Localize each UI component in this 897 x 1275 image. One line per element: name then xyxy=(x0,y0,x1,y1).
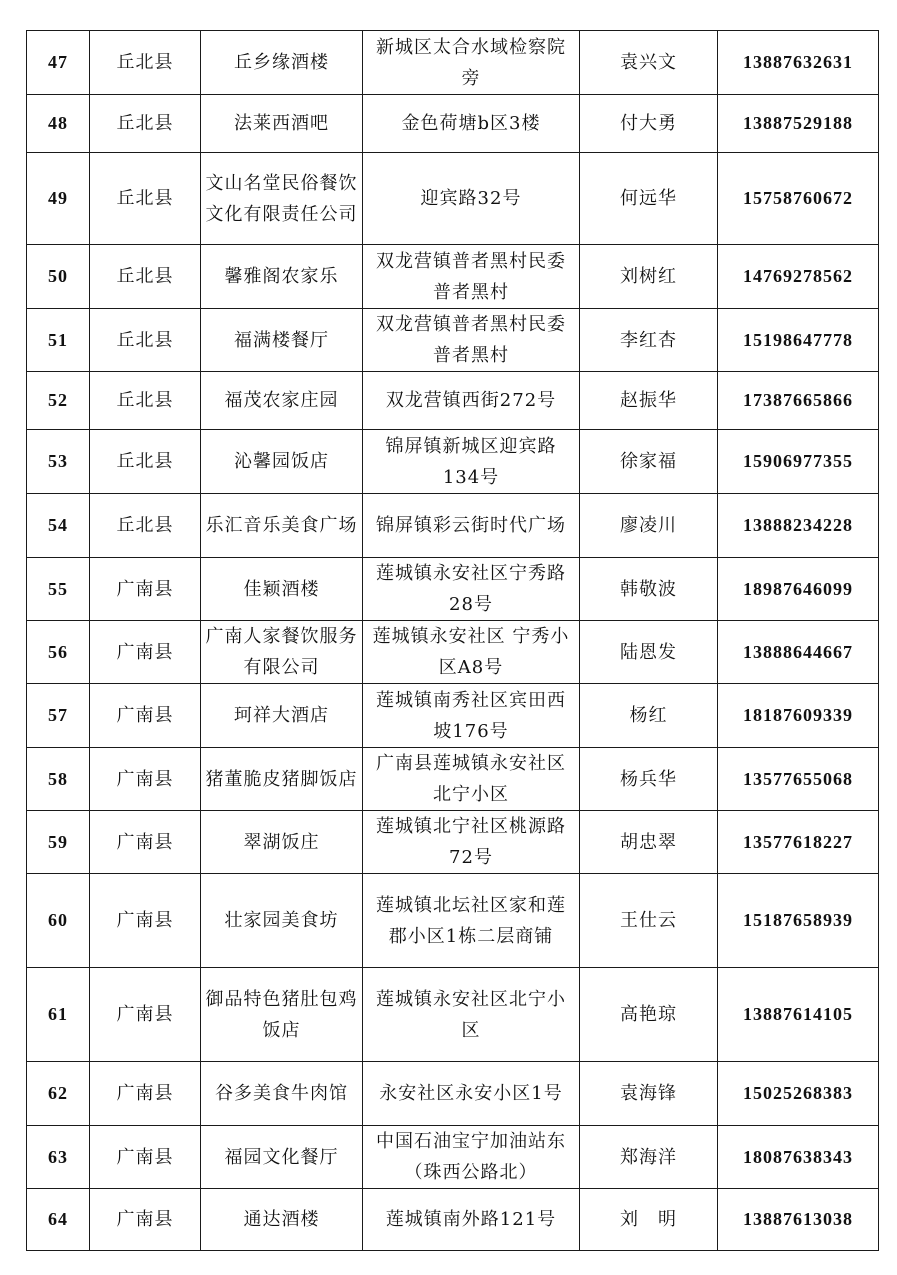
table-row xyxy=(27,811,879,874)
phone-cell: 18987646099 xyxy=(718,558,879,621)
table-row xyxy=(27,153,879,245)
county-cell: 广南县 xyxy=(90,874,201,968)
row-number: 57 xyxy=(27,684,90,748)
county-cell: 广南县 xyxy=(90,1062,201,1126)
restaurant-name-cell: 御品特色猪肚包鸡饭店 xyxy=(201,968,363,1062)
row-number: 48 xyxy=(27,95,90,153)
row-number: 60 xyxy=(27,874,90,968)
row-number: 56 xyxy=(27,621,90,684)
address-cell: 锦屏镇彩云街时代广场 xyxy=(363,494,580,558)
row-number: 49 xyxy=(27,153,90,245)
table-row xyxy=(27,748,879,811)
address-cell: 迎宾路32号 xyxy=(363,153,580,245)
restaurant-name-cell: 福满楼餐厅 xyxy=(201,309,363,372)
address-cell: 广南县莲城镇永安社区北宁小区 xyxy=(363,748,580,811)
row-number: 50 xyxy=(27,245,90,309)
row-number: 62 xyxy=(27,1062,90,1126)
restaurant-roster-table xyxy=(26,30,879,1251)
table-row xyxy=(27,558,879,621)
contact-person-cell: 袁兴文 xyxy=(580,31,718,95)
county-cell: 丘北县 xyxy=(90,309,201,372)
restaurant-name-cell: 文山名堂民俗餐饮文化有限责任公司 xyxy=(201,153,363,245)
county-cell: 广南县 xyxy=(90,811,201,874)
restaurant-name-cell: 福茂农家庄园 xyxy=(201,372,363,430)
address-cell: 莲城镇永安社区北宁小区 xyxy=(363,968,580,1062)
table-row xyxy=(27,372,879,430)
table-row xyxy=(27,1062,879,1126)
county-cell: 丘北县 xyxy=(90,245,201,309)
row-number: 63 xyxy=(27,1126,90,1189)
phone-cell: 14769278562 xyxy=(718,245,879,309)
phone-cell: 15198647778 xyxy=(718,309,879,372)
restaurant-name-cell: 翠湖饭庄 xyxy=(201,811,363,874)
row-number: 61 xyxy=(27,968,90,1062)
phone-cell: 13888234228 xyxy=(718,494,879,558)
row-number: 64 xyxy=(27,1189,90,1251)
county-cell: 广南县 xyxy=(90,558,201,621)
address-cell: 双龙营镇普者黑村民委普者黑村 xyxy=(363,245,580,309)
address-cell: 莲城镇南秀社区宾田西坡176号 xyxy=(363,684,580,748)
county-cell: 广南县 xyxy=(90,748,201,811)
phone-cell: 18187609339 xyxy=(718,684,879,748)
county-cell: 广南县 xyxy=(90,621,201,684)
table-row xyxy=(27,430,879,494)
restaurant-name-cell: 佳颖酒楼 xyxy=(201,558,363,621)
phone-cell: 13887613038 xyxy=(718,1189,879,1251)
table-row xyxy=(27,1189,879,1251)
document-page xyxy=(26,30,878,1251)
table-row xyxy=(27,494,879,558)
address-cell: 新城区太合水域检察院旁 xyxy=(363,31,580,95)
row-number: 47 xyxy=(27,31,90,95)
row-number: 59 xyxy=(27,811,90,874)
contact-person-cell: 杨兵华 xyxy=(580,748,718,811)
county-cell: 丘北县 xyxy=(90,430,201,494)
address-cell: 莲城镇永安社区 宁秀小区A8号 xyxy=(363,621,580,684)
restaurant-name-cell: 乐汇音乐美食广场 xyxy=(201,494,363,558)
address-cell: 永安社区永安小区1号 xyxy=(363,1062,580,1126)
county-cell: 广南县 xyxy=(90,968,201,1062)
contact-person-cell: 徐家福 xyxy=(580,430,718,494)
county-cell: 丘北县 xyxy=(90,31,201,95)
table-row xyxy=(27,684,879,748)
phone-cell: 13577655068 xyxy=(718,748,879,811)
phone-cell: 15758760672 xyxy=(718,153,879,245)
phone-cell: 13887614105 xyxy=(718,968,879,1062)
roster-body xyxy=(27,31,879,1251)
contact-person-cell: 何远华 xyxy=(580,153,718,245)
table-row xyxy=(27,31,879,95)
contact-person-cell: 高艳琼 xyxy=(580,968,718,1062)
restaurant-name-cell: 馨雅阁农家乐 xyxy=(201,245,363,309)
contact-person-cell: 杨红 xyxy=(580,684,718,748)
contact-person-cell: 陆恩发 xyxy=(580,621,718,684)
contact-person-cell: 廖凌川 xyxy=(580,494,718,558)
phone-cell: 13887529188 xyxy=(718,95,879,153)
contact-person-cell: 刘树红 xyxy=(580,245,718,309)
contact-person-cell: 付大勇 xyxy=(580,95,718,153)
table-row xyxy=(27,1126,879,1189)
table-row xyxy=(27,309,879,372)
address-cell: 中国石油宝宁加油站东（珠西公路北） xyxy=(363,1126,580,1189)
table-row xyxy=(27,621,879,684)
contact-person-cell: 李红杏 xyxy=(580,309,718,372)
table-row xyxy=(27,95,879,153)
contact-person-cell: 赵振华 xyxy=(580,372,718,430)
row-number: 52 xyxy=(27,372,90,430)
county-cell: 丘北县 xyxy=(90,95,201,153)
restaurant-name-cell: 壮家园美食坊 xyxy=(201,874,363,968)
table-row xyxy=(27,968,879,1062)
phone-cell: 17387665866 xyxy=(718,372,879,430)
address-cell: 莲城镇北宁社区桃源路72号 xyxy=(363,811,580,874)
address-cell: 双龙营镇普者黑村民委普者黑村 xyxy=(363,309,580,372)
contact-person-cell: 王仕云 xyxy=(580,874,718,968)
restaurant-name-cell: 谷多美食牛肉馆 xyxy=(201,1062,363,1126)
restaurant-name-cell: 沁馨园饭店 xyxy=(201,430,363,494)
restaurant-name-cell: 法莱西酒吧 xyxy=(201,95,363,153)
address-cell: 金色荷塘b区3楼 xyxy=(363,95,580,153)
row-number: 51 xyxy=(27,309,90,372)
row-number: 54 xyxy=(27,494,90,558)
county-cell: 广南县 xyxy=(90,1189,201,1251)
address-cell: 莲城镇南外路121号 xyxy=(363,1189,580,1251)
contact-person-cell: 袁海锋 xyxy=(580,1062,718,1126)
phone-cell: 13888644667 xyxy=(718,621,879,684)
phone-cell: 13577618227 xyxy=(718,811,879,874)
address-cell: 双龙营镇西街272号 xyxy=(363,372,580,430)
restaurant-name-cell: 猪董脆皮猪脚饭店 xyxy=(201,748,363,811)
contact-person-cell: 刘 明 xyxy=(580,1189,718,1251)
restaurant-name-cell: 珂祥大酒店 xyxy=(201,684,363,748)
address-cell: 莲城镇永安社区宁秀路28号 xyxy=(363,558,580,621)
phone-cell: 15187658939 xyxy=(718,874,879,968)
county-cell: 丘北县 xyxy=(90,372,201,430)
restaurant-name-cell: 丘乡缘酒楼 xyxy=(201,31,363,95)
phone-cell: 18087638343 xyxy=(718,1126,879,1189)
phone-cell: 15906977355 xyxy=(718,430,879,494)
phone-cell: 15025268383 xyxy=(718,1062,879,1126)
row-number: 53 xyxy=(27,430,90,494)
county-cell: 丘北县 xyxy=(90,494,201,558)
contact-person-cell: 郑海洋 xyxy=(580,1126,718,1189)
county-cell: 丘北县 xyxy=(90,153,201,245)
phone-cell: 13887632631 xyxy=(718,31,879,95)
contact-person-cell: 韩敬波 xyxy=(580,558,718,621)
contact-person-cell: 胡忠翠 xyxy=(580,811,718,874)
table-row xyxy=(27,245,879,309)
row-number: 55 xyxy=(27,558,90,621)
restaurant-name-cell: 通达酒楼 xyxy=(201,1189,363,1251)
restaurant-name-cell: 福园文化餐厅 xyxy=(201,1126,363,1189)
address-cell: 莲城镇北坛社区家和莲郡小区1栋二层商铺 xyxy=(363,874,580,968)
address-cell: 锦屏镇新城区迎宾路134号 xyxy=(363,430,580,494)
county-cell: 广南县 xyxy=(90,1126,201,1189)
county-cell: 广南县 xyxy=(90,684,201,748)
table-row xyxy=(27,874,879,968)
restaurant-name-cell: 广南人家餐饮服务有限公司 xyxy=(201,621,363,684)
row-number: 58 xyxy=(27,748,90,811)
